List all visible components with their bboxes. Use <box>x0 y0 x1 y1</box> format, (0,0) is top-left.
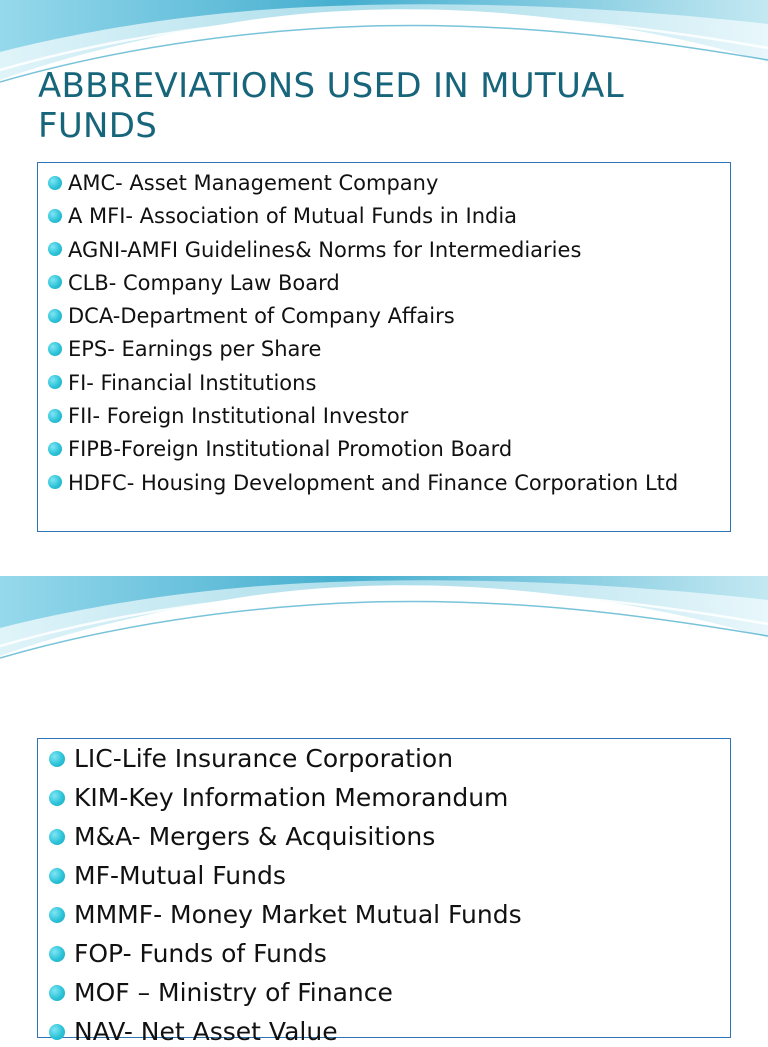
list-item <box>48 782 720 813</box>
bullet-icon <box>48 176 62 190</box>
list-item <box>48 369 720 397</box>
list-item-text: M&A- Mergers & Acquisitions <box>74 822 436 851</box>
bullet-icon <box>48 409 62 423</box>
list-item-text: KIM-Key Information Memorandum <box>74 783 509 812</box>
bullet-icon <box>48 209 62 223</box>
list-item-text: FIPB-Foreign Institutional Promotion Board <box>68 437 513 462</box>
list-item-text: FII- Foreign Institutional Investor <box>68 404 409 429</box>
page-title: ABBREVIATIONS USED IN MUTUAL FUNDS <box>38 66 624 146</box>
list-item-text: LIC-Life Insurance Corporation <box>74 744 454 773</box>
bullet-icon <box>48 375 62 389</box>
list-item-text: AGNI-AMFI Guidelines& Norms for Intermediaries <box>68 237 582 262</box>
bullet-icon <box>49 1024 65 1040</box>
list-item-text: MOF – Ministry of Finance <box>74 978 393 1007</box>
list-item <box>48 202 720 230</box>
bullet-icon <box>49 751 65 767</box>
list-item-text: DCA-Department of Company Affairs <box>68 304 455 329</box>
bullet-icon <box>48 275 62 289</box>
slide-header-wave <box>0 576 768 666</box>
list-item <box>48 335 720 363</box>
bullet-icon <box>48 242 62 256</box>
list-item-text: CLB- Company Law Board <box>68 270 340 295</box>
slide-2 <box>0 576 768 1046</box>
list-item <box>48 435 720 463</box>
list-item-text: AMC- Asset Management Company <box>68 171 439 195</box>
list-item-text: EPS- Earnings per Share <box>68 337 322 362</box>
abbreviation-list <box>48 169 720 497</box>
slide-separator <box>0 556 768 576</box>
bullet-icon <box>49 790 65 806</box>
list-item <box>48 269 720 297</box>
list-item-text: NAV- Net Asset Value <box>74 1017 338 1046</box>
list-item <box>48 402 720 430</box>
list-item <box>48 302 720 330</box>
list-item <box>48 938 720 969</box>
list-item-text: FOP- Funds of Funds <box>74 939 327 968</box>
list-item-text: MMMF- Money Market Mutual Funds <box>74 900 522 929</box>
list-item-text: A MFI- Association of Mutual Funds in India <box>68 204 518 229</box>
bullet-icon <box>49 829 65 845</box>
list-item <box>48 169 720 197</box>
bullet-icon <box>48 475 62 489</box>
list-item <box>48 236 720 264</box>
content-box <box>37 162 731 532</box>
abbreviation-list <box>48 743 720 1047</box>
list-item <box>48 743 720 774</box>
bullet-icon <box>49 985 65 1001</box>
list-item <box>48 1016 720 1047</box>
list-item <box>48 899 720 930</box>
bullet-icon <box>49 907 65 923</box>
bullet-icon <box>49 868 65 884</box>
content-box <box>37 738 731 1046</box>
list-item-text: FI- Financial Institutions <box>68 370 317 395</box>
list-item <box>48 860 720 891</box>
bullet-icon <box>49 946 65 962</box>
list-item-text: MF-Mutual Funds <box>74 861 286 890</box>
list-item <box>48 469 720 497</box>
bullet-icon <box>48 442 62 456</box>
list-item <box>48 821 720 852</box>
list-item-text: HDFC- Housing Development and Finance Corporation Ltd <box>68 470 679 495</box>
bullet-icon <box>48 342 62 356</box>
bullet-icon <box>48 309 62 323</box>
list-item <box>48 977 720 1008</box>
